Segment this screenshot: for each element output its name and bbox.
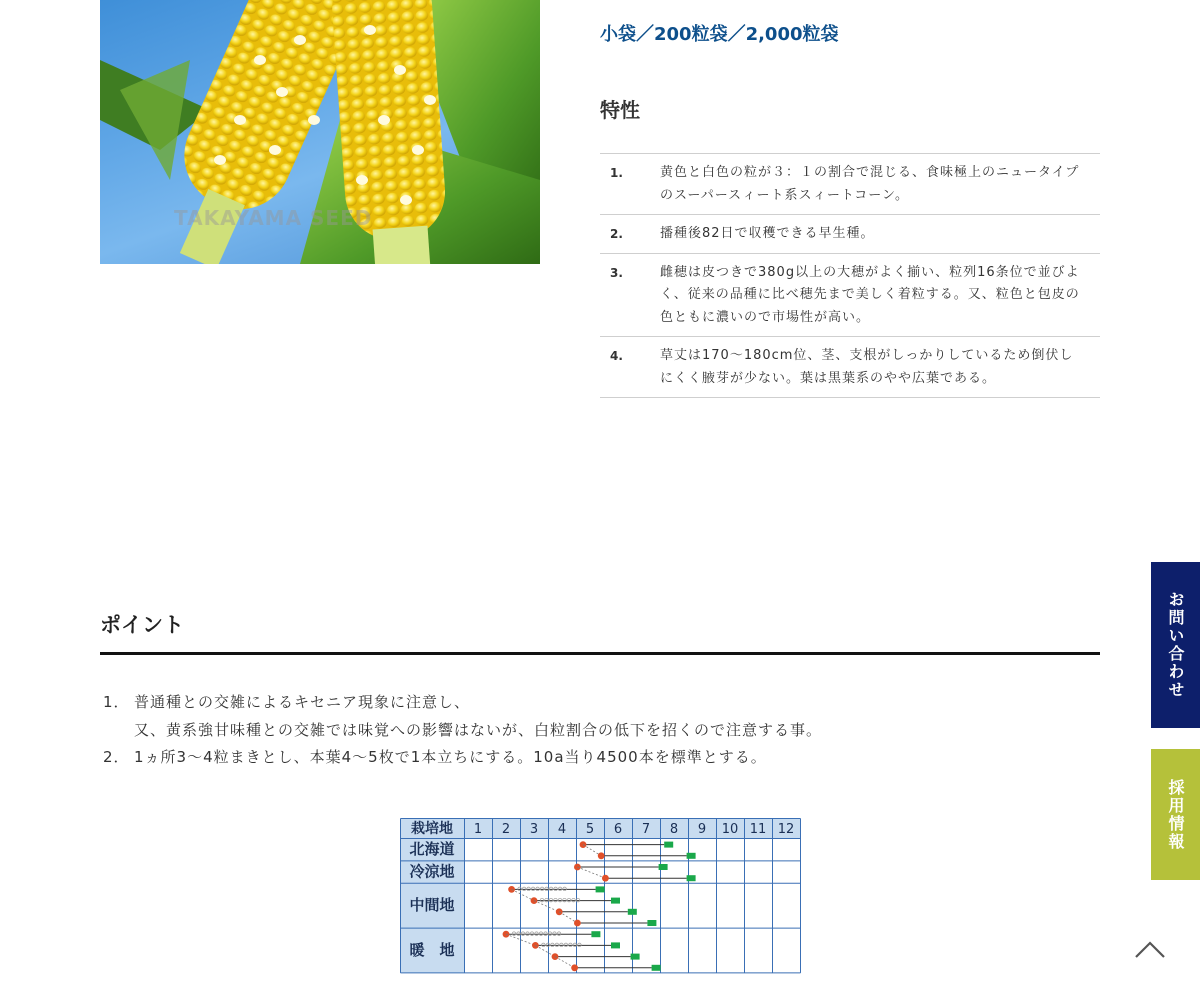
point-line — [100, 717, 1100, 745]
calendar-cover-mark — [540, 898, 544, 902]
calendar-harvest-mark — [659, 864, 668, 870]
calendar-region-name: 中間地 — [409, 896, 455, 915]
back-to-top-button[interactable] — [1133, 937, 1167, 961]
calendar-month-label: 4 — [557, 822, 567, 837]
photo-watermark: TAKAYAMA SEED — [174, 206, 373, 230]
feature-number: 1. — [610, 166, 623, 180]
calendar-month-label: 1 — [473, 822, 483, 837]
calendar-cover-mark — [545, 898, 549, 902]
recruit-tab[interactable] — [1151, 749, 1200, 880]
features-title: 特性 — [600, 98, 640, 122]
calendar-month-label: 10 — [721, 822, 739, 837]
calendar-link-line — [577, 867, 605, 878]
feature-text: 黄色と白色の粒が３：１の割合で混じる、食味極上のニュータイプのスーパースィート系スィートコーン。 — [660, 165, 1080, 203]
calendar-cover-mark — [554, 898, 558, 902]
calendar-harvest-mark — [591, 931, 600, 937]
feature-item — [600, 154, 1100, 215]
feature-item — [600, 254, 1100, 338]
contact-tab[interactable] — [1151, 562, 1200, 728]
cultivation-calendar — [400, 818, 801, 974]
point-number: 1． — [103, 693, 130, 711]
calendar-month-label: 8 — [669, 822, 679, 837]
calendar-region-name: 暖 地 — [409, 941, 455, 959]
calendar-cover-mark — [558, 898, 562, 902]
calendar-cover-mark — [563, 898, 567, 902]
package-sizes: 小袋／200粒袋／2,000粒袋 — [600, 24, 839, 45]
calendar-month-label: 2 — [501, 822, 511, 837]
calendar-link-line — [512, 889, 534, 900]
point-line — [100, 744, 1100, 772]
calendar-harvest-mark — [687, 875, 696, 881]
calendar-cover-mark — [572, 898, 576, 902]
calendar-month-label: 11 — [749, 822, 767, 837]
point-text: 又、黄系強甘味種との交雑では味覚への影響はないが、白粒割合の低下を招くので注意する事。 — [134, 720, 823, 739]
calendar-cover-mark — [567, 898, 571, 902]
calendar-region-name: 冷涼地 — [409, 862, 455, 881]
point-list — [100, 689, 1100, 772]
features-list — [600, 153, 1100, 398]
calendar-cover-mark — [549, 898, 553, 902]
feature-item — [600, 337, 1100, 398]
feature-number: 4. — [610, 349, 623, 363]
point-text: 1ヵ所3〜4粒まきとし、本葉4〜5枚で1本立ちにする。10a当り4500本を標準とする。 — [134, 748, 767, 766]
calendar-sowing-point — [531, 897, 538, 904]
feature-text: 播種後82日で収穫できる早生種。 — [660, 226, 875, 241]
calendar-month-label: 7 — [641, 822, 651, 837]
point-number: 2． — [103, 748, 130, 766]
feature-number: 2. — [610, 227, 623, 241]
feature-text: 草丈は170〜180cm位、茎、支根がしっかりしているため倒伏しにくく腋芽が少ない。葉は黒葉系のやや広葉である。 — [660, 348, 1074, 386]
point-title: ポイント — [100, 613, 184, 637]
calendar-sowing-point — [580, 841, 587, 848]
calendar-harvest-mark — [647, 920, 656, 926]
point-line — [100, 689, 1100, 717]
calendar-month-label: 5 — [585, 822, 595, 837]
contact-tab-label: お問い合わせ — [1166, 591, 1185, 699]
calendar-sowing-point — [602, 875, 609, 882]
point-text: 普通種との交雑によるキセニア現象に注意し、 — [134, 693, 471, 711]
calendar-link-line — [534, 901, 559, 912]
calendar-harvest-mark — [652, 965, 661, 971]
calendar-region-name: 北海道 — [409, 840, 455, 859]
calendar-harvest-mark — [611, 942, 620, 948]
calendar-sowing-point — [503, 931, 510, 938]
calendar-month-label: 3 — [529, 822, 539, 837]
calendar-sowing-point — [556, 908, 563, 915]
calendar-harvest-mark — [687, 853, 696, 859]
section-divider — [100, 652, 1100, 655]
chevron-up-icon — [1136, 943, 1164, 957]
calendar-sowing-point — [552, 953, 559, 960]
feature-number: 3. — [610, 265, 623, 280]
calendar-month-label: 9 — [697, 822, 707, 837]
feature-text: 雌穂は皮つきで380g以上の大穂がよく揃い、粒列16条位で並びよく、従来の品種に比べ穂先まで美しく着粒する。又、粒色と包皮の色ともに濃いので市場性が高い。 — [660, 264, 1080, 325]
calendar-harvest-mark — [631, 954, 640, 960]
calendar-harvest-mark — [596, 886, 605, 892]
calendar-header-label: 栽培地 — [411, 821, 453, 837]
calendar-harvest-mark — [628, 909, 637, 915]
recruit-tab-label: 採用情報 — [1166, 778, 1185, 851]
calendar-sowing-point — [574, 920, 581, 927]
calendar-sowing-point — [598, 852, 605, 859]
product-photo — [100, 0, 540, 264]
feature-item — [600, 215, 1100, 254]
calendar-harvest-mark — [611, 898, 620, 904]
calendar-month-label: 12 — [777, 822, 795, 837]
calendar-sowing-point — [571, 964, 578, 971]
calendar-month-label: 6 — [613, 822, 623, 837]
calendar-harvest-mark — [664, 842, 673, 848]
